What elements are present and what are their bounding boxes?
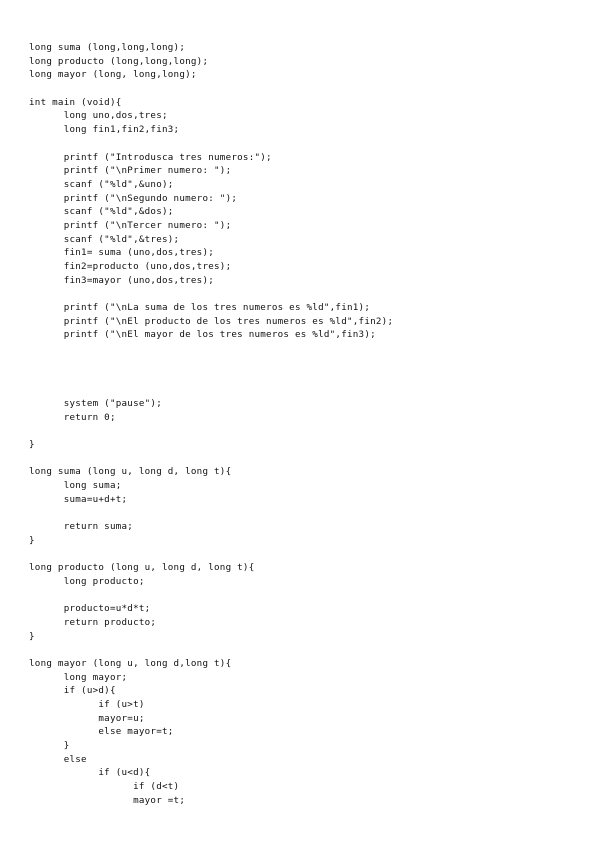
code-line [29, 342, 393, 356]
code-line: if (u>d){ [29, 685, 116, 697]
code-line: printf ("\nSegundo numero: "); [29, 192, 238, 204]
code-line [29, 137, 393, 151]
code-line: suma=u+d+t; [29, 493, 128, 505]
code-line: printf ("\nTercer numero: "); [29, 219, 232, 231]
code-line: else [29, 753, 87, 765]
code-line: long producto (long,long,long); [29, 55, 209, 67]
code-line: printf ("\nPrimer numero: "); [29, 165, 232, 177]
code-line [29, 370, 393, 384]
code-line [29, 589, 393, 603]
code-line: if (u>t) [29, 699, 145, 710]
code-line: printf ("\nEl mayor de los tres numeros es %ld",fin3); [29, 329, 376, 341]
code-line: return 0; [29, 411, 116, 423]
code-line [29, 82, 393, 96]
code-line: mayor=u; [29, 712, 145, 724]
code-line [29, 287, 393, 301]
code-line: producto=u*d*t; [29, 603, 151, 615]
code-line: fin3=mayor (uno,dos,tres); [29, 274, 215, 286]
code-line: long mayor (long u, long d,long t){ [29, 657, 232, 669]
code-line: long mayor; [29, 671, 128, 683]
code-line: scanf ("%ld",&uno); [29, 178, 174, 190]
code-line: printf ("Introdusca tres numeros:"); [29, 151, 272, 163]
code-line: int main (void){ [29, 96, 122, 108]
code-line: long mayor (long, long,long); [29, 69, 197, 81]
source-code-block [29, 41, 393, 808]
code-line: long suma (long,long,long); [29, 42, 186, 53]
code-line: long suma (long u, long d, long t){ [29, 466, 232, 478]
code-line: } [29, 740, 70, 752]
code-line: long producto (long u, long d, long t){ [29, 562, 255, 574]
code-line: return suma; [29, 521, 134, 533]
code-line: long uno,dos,tres; [29, 110, 168, 122]
code-line: fin2=producto (uno,dos,tres); [29, 261, 232, 272]
code-line [29, 383, 393, 397]
code-line: scanf ("%ld",&dos); [29, 206, 174, 218]
code-line: long suma; [29, 480, 122, 491]
code-line: fin1= suma (uno,dos,tres); [29, 247, 215, 259]
code-line: } [29, 630, 35, 642]
code-line: } [29, 534, 35, 546]
code-line [29, 506, 393, 520]
code-line [29, 356, 393, 370]
code-line: printf ("\nLa suma de los tres numeros es %ld",fin1); [29, 302, 371, 314]
code-line [29, 452, 393, 466]
code-line: system ("pause"); [29, 397, 162, 409]
code-line [29, 424, 393, 438]
code-line: long fin1,fin2,fin3; [29, 124, 180, 136]
code-line [29, 643, 393, 657]
code-line: if (d<t) [29, 781, 180, 793]
code-line: printf ("\nEl producto de los tres numeros es %ld",fin2); [29, 315, 394, 327]
code-line: else mayor=t; [29, 726, 174, 738]
code-line: mayor =t; [29, 794, 186, 806]
code-line: long producto; [29, 575, 145, 587]
code-line: if (u<d){ [29, 767, 151, 779]
code-line: return producto; [29, 616, 157, 628]
code-line: } [29, 438, 35, 450]
code-line [29, 547, 393, 561]
code-line: scanf ("%ld",&tres); [29, 233, 180, 245]
